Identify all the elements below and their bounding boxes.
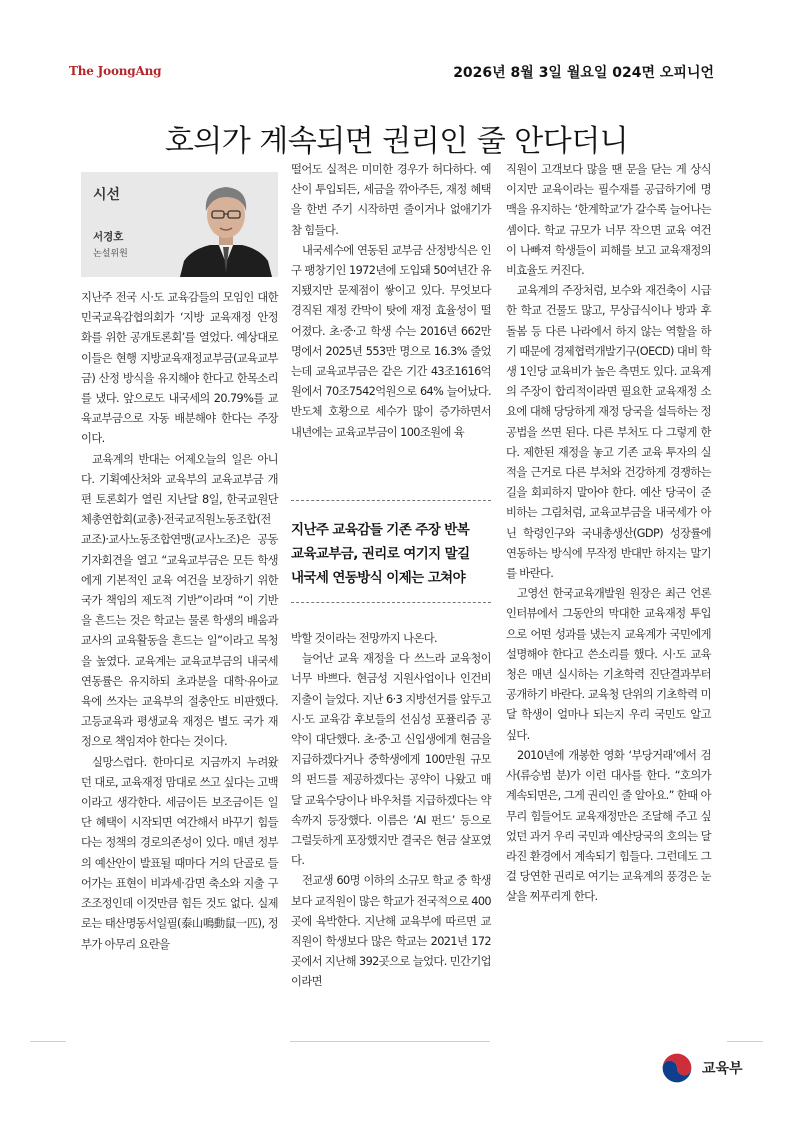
masthead: The JoongAng [69,64,162,78]
pull-quote-line: 내국세 연동방식 이제는 고쳐야 [291,570,466,586]
paragraph: 교육계의 반대는 어제오늘의 일은 아니다. 기획예산처와 교육부의 교육교부금 개편 토론회가 열린 지난달 8일, 한국교원단체총연합회(교총)·전국교직원노동조합(전교조)·교사노동조합연맹(교사노조)은 공동 기자회견을 열고 “교육교부금은 모든 학생에게 기본적인 교육 여건을 보장하기 위한 국가 책임의 제도적 기반”이라며 “이 기반을 흔드는 것은 학교는 물론 학생의 배움과 교사의 교육활동을 흔드는 일”이라고 목청을 높였다. 교육계는 교육교부금의 내국세 연동률은 유지하되 초과분을 대학·유아교육에 쓰자는 교육부의 절충안도 비판했다. 고등교육과 평생교육 재정은 별도 국가 재정으로 책임져야 한다는 것이다. [81,452,278,749]
article-column-3 [506,160,711,908]
paragraph: 2010년에 개봉한 영화 ‘부당거래’에서 검사(류승범 분)가 이런 대사를 한다. “호의가 계속되면은, 그게 권리인 줄 알아요.” 한때 아무리 힘들어도 교육재정만은 조달해 주고 싶었던 과거 우리 국민과 예산당국의 호의는 달라진 환경에서 계속되기 힘들다. 그런데도 그걸 당연한 권리로 여기는 교육계의 풍경은 눈살을 찌푸리게 한다. [506,748,711,904]
footer-divider [290,1041,490,1042]
paragraph: 전교생 60명 이하의 소규모 학교 중 학생보다 교직원이 많은 학교가 전국적으로 400곳에 육박한다. 지난해 교육부에 따르면 교직원이 학생보다 많은 학교는 2021년 172곳에서 지난해 392곳으로 늘었다. 민간기업이라면 [291,874,491,989]
paragraph: 고영선 한국교육개발원 원장은 최근 언론 인터뷰에서 그동안의 막대한 교육재정 투입으로 어떤 성과를 냈는지 교육계가 국민에게 설명해야 한다고 쓴소리를 했다. 시·도 교육청은 매년 실시하는 기초학력 진단결과부터 공개하기 바란다. 교육청 단위의 기초학력 미달 학생이 얼마나 되는지 우리 국민도 알고 싶다. [506,587,711,742]
headline: 호의가 계속되면 권리인 줄 안다더니 [164,124,629,160]
author-role: 논설위원 [93,249,128,259]
footer-divider [30,1041,66,1042]
column-header-box [81,172,278,277]
paragraph: 늘어난 교육 재정을 다 쓰느라 교육청이 너무 바쁘다. 현금성 지원사업이나 인건비 지출이 늘었다. 지난 6·3 지방선거를 앞두고 시·도 교육감 후보들의 선심성 포퓰리즘 공약이 대단했다. 초·중·고 신입생에게 현금을 지급하겠다거나 중학생에게 100만원 규모의 펀드를 제공하겠다는 공약이 나왔고 매달 교육수당이나 바우처를 지급하겠다는 약속까지 등장했다. 이름은 ‘AI 펀드’ 등으로 그럴듯하게 포장했지만 결국은 현금 살포였다. [291,652,491,868]
paragraph: 박할 것이라는 전망까지 나온다. [291,632,438,645]
pull-quote [291,500,491,603]
footer-divider [727,1041,763,1042]
article-column-1 [81,288,278,955]
pull-quote-line: 지난주 교육감들 기존 주장 반복 [291,522,470,538]
article-column-2-top [291,160,491,443]
author-portrait-icon [180,177,272,277]
paragraph: 내국세수에 연동된 교부금 산정방식은 인구 팽창기인 1972년에 도입돼 50여년간 유지됐지만 문제점이 쌓이고 있다. 무엇보다 경직된 재정 칸막이 탓에 재정 효율성이 떨어졌다. 초·중·고 학생 수는 2016년 662만 명에서 2025년 553만 명으로 16.3% 줄었는데 교육교부금은 같은 기간 43조1616억원에서 70조7542억원으로 64% 늘어났다. 반도체 호황으로 세수가 많이 증가하면서 내년에는 교육교부금이 100조원에 육 [291,243,491,439]
ministry-logo-text: 교육부 [702,1061,743,1077]
paragraph: 떨어도 실적은 미미한 경우가 허다하다. 예산이 투입되든, 세금을 깎아주든, 재정 혜택을 한번 주기 시작하면 줄이거나 없애기가 참 힘들다. [291,163,491,237]
paragraph: 실망스럽다. 한마디로 지금까지 누려왔던 대로, 교육재정 맘대로 쓰고 싶다는 고백이라고 생각한다. 세금이든 보조금이든 일단 혜택이 시작되면 여간해서 바꾸기 힘들다는 정책의 경로의존성이 있다. 매년 정부의 예산안이 발표될 때마다 거의 단골로 들어가는 표현이 비과세·감면 축소와 지출 구조조정인데 이것만큼 힘든 것도 없다. 실제로는 태산명동서일필(泰山鳴動鼠一匹), 정부가 아무리 요란을 [81,755,278,951]
paragraph: 교육계의 주장처럼, 보수와 재건축이 시급한 학교 건물도 많고, 무상급식이나 방과 후 돌봄 등 다른 나라에서 하지 않는 역할을 하기 때문에 경제협력개발기구(OECD) 대비 학생 1인당 교육비가 높은 측면도 있다. 교육계의 주장이 합리적이라면 필요한 교육재정 소요에 대해 당당하게 재정 당국을 설득하는 정공법을 쓰면 된다. 다른 부처도 다 그렇게 한다. 제한된 재정을 놓고 기존 교육 투자의 실적을 근거로 다른 부처와 건강하게 경쟁하는 길을 회피하지 말아야 한다. 예산 당국이 준비하는 그림처럼, 교육교부금을 내국세가 아닌 학령인구와 국내총생산(GDP) 성장률에 연동하는 방식에 무작정 반대만 하지는 말기를 바란다. [506,284,711,581]
article-column-2-bottom [291,629,491,993]
korea-taegeuk-logo-icon [659,1050,695,1086]
pull-quote-line: 교육교부금, 권리로 여기지 말길 [291,546,470,562]
paragraph: 직원이 고객보다 많을 땐 문을 닫는 게 상식이지만 교육이라는 필수재를 공급하기에 명맥을 유지하는 ‘한계학교’가 갈수록 늘어나는 셈이다. 학교 규모가 너무 작으면 교육 여건이 나빠져 학생들이 피해를 보고 교육재정의 비효율도 커진다. [506,163,711,278]
dateline: 2026년 8월 3일 월요일 024면 오피니언 [453,65,714,81]
section-label: 시선 [93,187,121,203]
author-name: 서경호 [93,231,124,243]
paragraph: 지난주 전국 시·도 교육감들의 모임인 대한민국교육감협의회가 ‘지방 교육재정 안정화를 위한 공개토론회’를 열었다. 예상대로 이들은 현행 지방교육재정교부금(교육교부금) 산정 방식을 유지해야 한다고 한목소리를 냈다. 앞으로도 내국세의 20.79%를 교육교부금으로 자동 배분해야 한다는 주장이다. [81,291,278,446]
